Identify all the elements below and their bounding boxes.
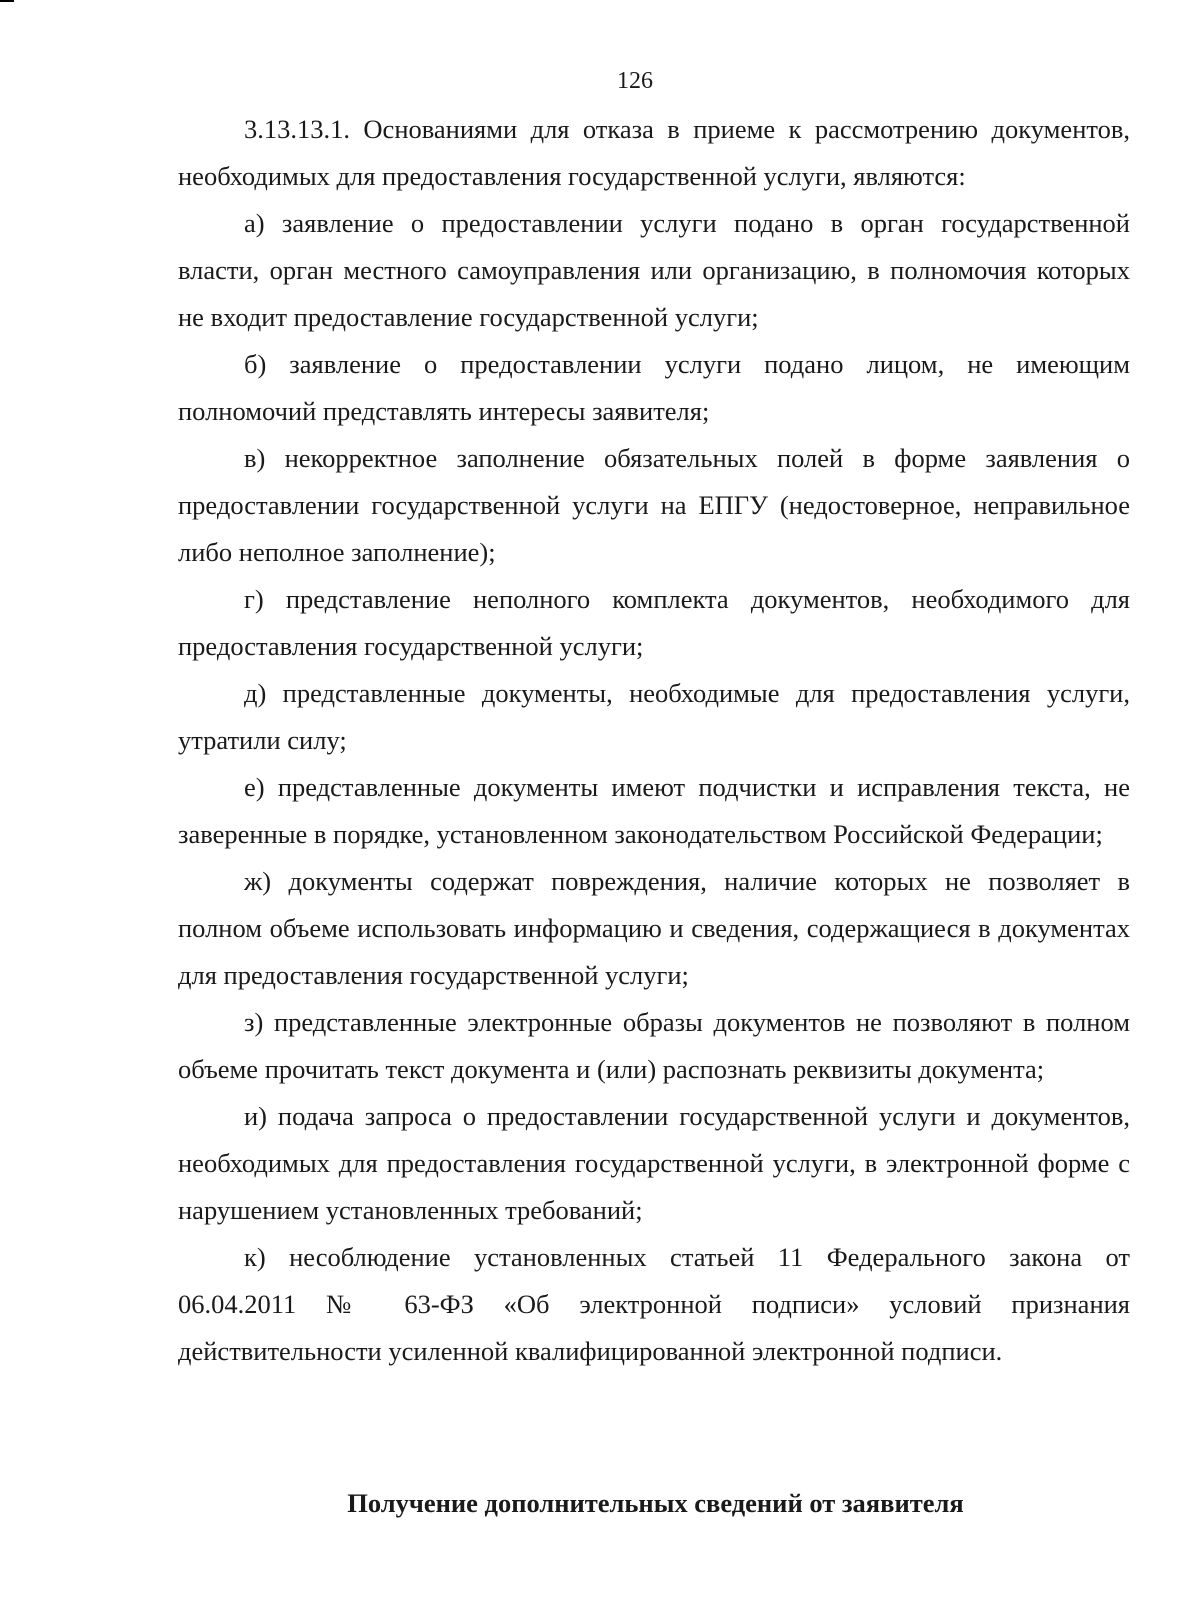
document-body — [178, 106, 1130, 1375]
paragraph-item-d: д) представленные документы, необходимые для предоставления услуги, утратили силу; — [178, 678, 1130, 755]
paragraph-item-v: в) некорректное заполнение обязательных полей в форме заявления о предоставлении государственной услуги на ЕПГУ (недостоверное, неправильное либо неполное заполнение); — [178, 443, 1130, 567]
paragraph-item-i: и) подача запроса о предоставлении государственной услуги и документов, необходимых для предоставления государственной услуги, в электронной форме с нарушением установленных требований; — [178, 1101, 1130, 1225]
scan-corner-mark — [0, 0, 14, 2]
section-heading: Получение дополнительных сведений от заявителя — [347, 1488, 964, 1518]
paragraph-item-k: к) несоблюдение установленных статьей 11 Федерального закона от 06.04.2011 № 63-ФЗ «Об электронной подписи» условий признания действительности усиленной квалифицированной электронной подписи. — [178, 1242, 1130, 1366]
paragraph-item-z: з) представленные электронные образы документов не позволяют в полном объеме прочитать текст документа и (или) распознать реквизиты документа; — [178, 1007, 1130, 1084]
paragraph-item-g: г) представление неполного комплекта документов, необходимого для предоставления государственной услуги; — [178, 584, 1130, 661]
paragraph-item-e: е) представленные документы имеют подчистки и исправления текста, не заверенные в порядке, установленном законодательством Российской Федерации; — [178, 772, 1130, 849]
paragraph-intro: 3.13.13.1. Основаниями для отказа в приеме к рассмотрению документов, необходимых для предоставления государственной услуги, являются: — [178, 114, 1130, 191]
paragraph-item-zh: ж) документы содержат повреждения, наличие которых не позволяет в полном объеме использовать информацию и сведения, содержащиеся в документах для предоставления государственной услуги; — [178, 866, 1130, 990]
paragraph-item-a: а) заявление о предоставлении услуги подано в орган государственной власти, орган местного самоуправления или организацию, в полномочия которых не входит предоставление государственной услуги; — [178, 208, 1130, 332]
page-number: 126 — [617, 68, 653, 94]
paragraph-item-b: б) заявление о предоставлении услуги подано лицом, не имеющим полномочий представлять интересы заявителя; — [178, 349, 1130, 426]
